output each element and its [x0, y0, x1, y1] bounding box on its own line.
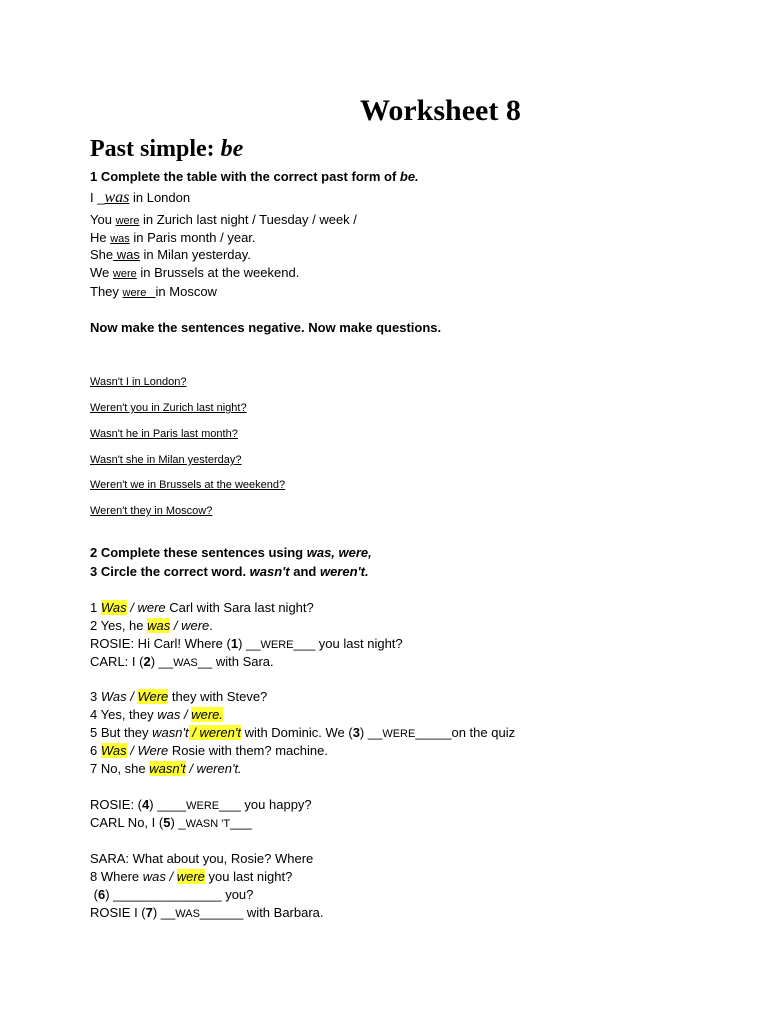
sentence-6: 6 Was / Were Rosie with them? machine.	[90, 743, 328, 758]
exercise-1-line-4: She was in Milan yesterday.	[90, 247, 251, 262]
dialogue-sara: SARA: What about you, Rosie? Where	[90, 851, 314, 866]
sentence-8: 8 Where was / were you last night?	[90, 869, 293, 884]
answer: WERE	[186, 800, 220, 812]
sentence-4: 4 Yes, they was / were.	[90, 707, 223, 722]
dialogue-carl-1: CARL: I (2) __WAS__ with Sara.	[90, 654, 274, 669]
answer: WERE	[260, 639, 294, 651]
answer: WASN 'T	[185, 818, 231, 830]
worksheet-title: Worksheet 8	[360, 94, 521, 127]
highlighted-answer: Were	[137, 689, 169, 704]
answer: was	[113, 247, 140, 262]
highlighted-answer: Was	[100, 600, 127, 615]
question-item: Wasn't he in Paris last month?	[90, 428, 238, 440]
exercise-1-instruction: 1 Complete the table with the correct past form of be.	[90, 169, 419, 184]
section-title-em: be	[220, 136, 244, 162]
answer: were	[122, 287, 156, 299]
blank-6-line: (6) _______________ you?	[90, 887, 254, 902]
sentence-1: 1 Was / were Carl with Sara last night?	[90, 600, 314, 615]
exercise-3-instruction: 3 Circle the correct word. wasn't and weren't.	[90, 564, 369, 579]
answer: WAS	[175, 908, 200, 920]
highlighted-answer: was	[147, 618, 171, 633]
dialogue-rosie-1: ROSIE: Hi Carl! Where (1) __WERE___ you last night?	[90, 636, 403, 651]
exercise-2-instruction: 2 Complete these sentences using was, were,	[90, 545, 372, 560]
highlighted-answer: were.	[191, 707, 223, 722]
exercise-1-line-5: We were in Brussels at the weekend.	[90, 265, 300, 280]
answer: was	[104, 189, 130, 206]
question-item: Wasn't I in London?	[90, 376, 187, 388]
highlighted-answer: / weren't	[188, 725, 241, 740]
sentence-2: 2 Yes, he was / were.	[90, 618, 213, 633]
question-item: Wasn't she in Milan yesterday?	[90, 454, 242, 466]
highlighted-answer: wasn't	[149, 761, 186, 776]
section-title-main: Past simple:	[90, 136, 221, 162]
question-item: Weren't they in Moscow?	[90, 505, 213, 517]
section-title	[90, 136, 243, 163]
exercise-1-line-2: You were in Zurich last night / Tuesday / week /	[90, 212, 357, 227]
sentence-5: 5 But they wasn't / weren't with Dominic. We (3) __WERE_____on the quiz	[90, 725, 516, 740]
answer: WERE	[382, 728, 416, 740]
exercise-1-line-3: He was in Paris month / year.	[90, 230, 256, 245]
question-item: Weren't we in Brussels at the weekend?	[90, 479, 286, 491]
answer: were	[115, 215, 140, 227]
question-item: Weren't you in Zurich last night?	[90, 402, 247, 414]
answer: were	[112, 268, 137, 280]
highlighted-answer: Was	[100, 743, 127, 758]
highlighted-answer: were	[176, 869, 205, 884]
dialogue-carl-2: CARL No, I (5) _WASN 'T___	[90, 815, 252, 830]
exercise-1-line-1: I _was in London	[90, 189, 191, 206]
negative-instruction: Now make the sentences negative. Now make questions.	[90, 320, 442, 335]
answer: was	[110, 233, 130, 245]
dialogue-rosie-3: ROSIE I (7) __WAS______ with Barbara.	[90, 905, 324, 920]
sentence-3: 3 Was / Were they with Steve?	[90, 689, 268, 704]
answer: WAS	[173, 657, 198, 669]
sentence-7: 7 No, she wasn't / weren't.	[90, 761, 242, 776]
exercise-1-line-6: They were in Moscow	[90, 284, 217, 299]
dialogue-rosie-2: ROSIE: (4) ____WERE___ you happy?	[90, 797, 312, 812]
